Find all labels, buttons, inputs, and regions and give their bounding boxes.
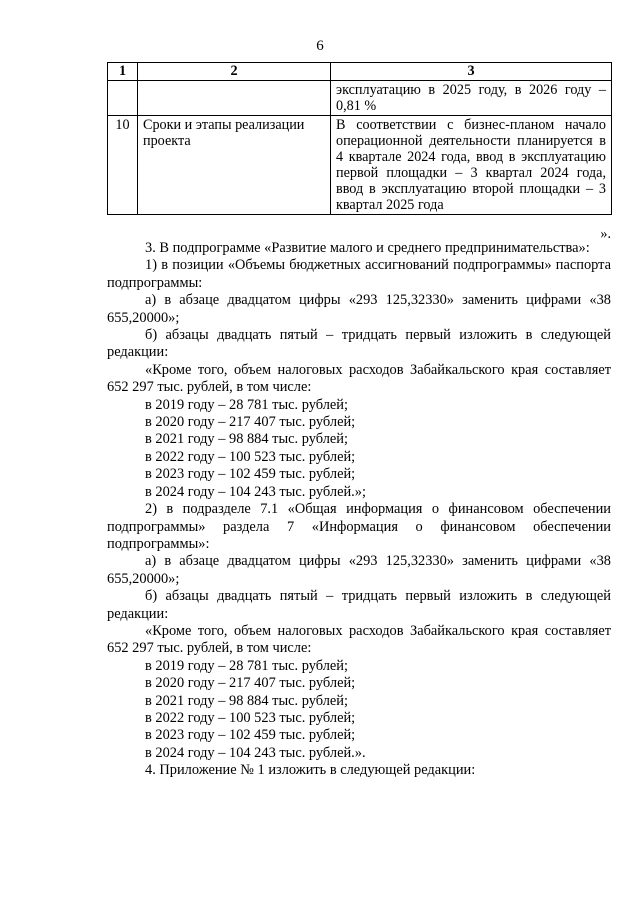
paragraph: 4. Приложение № 1 изложить в следующей редакции: bbox=[145, 762, 476, 779]
paragraph: 2) в подразделе 7.1 «Общая информация о финансовом обеспечении подпрограммы» раздела 7 «Информация о финансовом обеспечении подпрограммы»: bbox=[107, 501, 611, 552]
paragraph: а) в абзаце двадцатом цифры «293 125,32330» заменить цифрами «38 655,20000»; bbox=[107, 292, 611, 326]
paragraph: б) абзацы двадцать пятый – тридцать первый изложить в следующей редакции: bbox=[107, 327, 611, 361]
paragraph: 1) в позиции «Объемы бюджетных ассигнований подпрограммы» паспорта подпрограммы: bbox=[107, 257, 611, 291]
list-item: в 2022 году – 100 523 тыс. рублей; bbox=[145, 709, 356, 726]
list-item: в 2023 году – 102 459 тыс. рублей; bbox=[145, 466, 356, 483]
table-header-cell: 1 bbox=[108, 63, 138, 81]
paragraph: а) в абзаце двадцатом цифры «293 125,32330» заменить цифрами «38 655,20000»; bbox=[107, 553, 611, 587]
list-item: в 2020 году – 217 407 тыс. рублей; bbox=[145, 414, 356, 431]
row-number-cell bbox=[108, 81, 138, 116]
paragraph: б) абзацы двадцать пятый – тридцать первый изложить в следующей редакции: bbox=[107, 588, 611, 622]
paragraph: «Кроме того, объем налоговых расходов Забайкальского края составляет 652 297 тыс. рублей, в том числе: bbox=[107, 361, 611, 396]
row-name-cell bbox=[138, 81, 331, 116]
list-item: в 2023 году – 102 459 тыс. рублей; bbox=[145, 727, 356, 744]
list-item: в 2019 году – 28 781 тыс. рублей; bbox=[145, 657, 348, 674]
paragraph: «Кроме того, объем налоговых расходов Забайкальского края составляет 652 297 тыс. рублей, в том числе: bbox=[107, 622, 611, 657]
page-number: 6 bbox=[316, 38, 324, 54]
row-number-cell: 10 bbox=[108, 116, 138, 215]
project-table bbox=[107, 62, 612, 215]
row-text-cell: эксплуатацию в 2025 году, в 2026 году – 0,81 % bbox=[331, 81, 612, 116]
list-item: в 2019 году – 28 781 тыс. рублей; bbox=[145, 396, 348, 413]
closing-quote-mark: ». bbox=[600, 226, 611, 242]
table-header-cell: 3 bbox=[331, 63, 612, 81]
table-row bbox=[108, 81, 612, 116]
list-item: в 2022 году – 100 523 тыс. рублей; bbox=[145, 448, 356, 465]
table-header-row bbox=[108, 63, 612, 81]
list-item: в 2021 году – 98 884 тыс. рублей; bbox=[145, 692, 348, 709]
list-item: в 2024 году – 104 243 тыс. рублей.»; bbox=[145, 483, 366, 500]
list-item: в 2020 году – 217 407 тыс. рублей; bbox=[145, 675, 356, 692]
paragraph: 3. В подпрограмме «Развитие малого и среднего предпринимательства»: bbox=[145, 240, 590, 256]
table-header-cell: 2 bbox=[138, 63, 331, 81]
document-body bbox=[107, 240, 611, 780]
list-item: в 2024 году – 104 243 тыс. рублей.». bbox=[145, 744, 366, 761]
table-row bbox=[108, 116, 612, 215]
row-name-cell: Сроки и этапы реализации проекта bbox=[138, 116, 331, 215]
list-item: в 2021 году – 98 884 тыс. рублей; bbox=[145, 431, 348, 448]
row-text-cell: В соответствии с бизнес-планом начало операционной деятельности планируется в 4 квартале 2024 года, ввод в эксплуатацию первой площадки – 3 квартал 2024 года, ввод в эксплуатацию второй площадки – 3 квартал 2025 года bbox=[331, 116, 612, 215]
